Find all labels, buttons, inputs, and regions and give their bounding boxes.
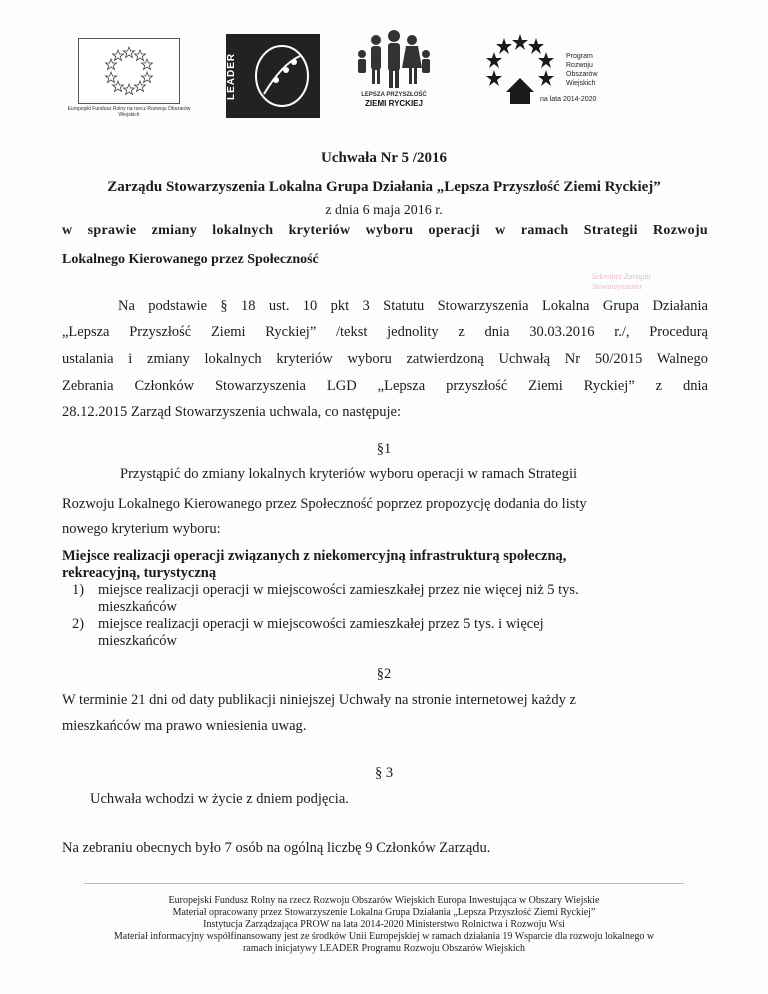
eu-caption: Europejski Fundusz Rolny na rzecz Rozwoju Obszarów Wiejskich xyxy=(67,106,191,118)
section-3-mark: § 3 xyxy=(374,765,394,781)
section-2-line-1: W terminie 21 dni od daty publikacji niniejszej Uchwały na stronie internetowej każdy z xyxy=(62,692,576,708)
option-line-1: miejsce realizacji operacji w miejscowości zamieszkałej przez nie więcej niż 5 tys. xyxy=(98,582,579,598)
attendance-note: Na zebraniu obecnych było 7 osób na ogólną liczbę 9 Członków Zarządu. xyxy=(62,840,491,856)
section-1-line-2: Rozwoju Lokalnego Kierowanego przez Społeczność poprzez propozycję dodania do listy xyxy=(62,496,587,512)
leader-logo xyxy=(226,34,320,118)
section-3-text: Uchwała wchodzi w życie z dniem podjęcia. xyxy=(90,791,349,807)
prow-line: Program xyxy=(566,53,593,60)
option-line-2: mieszkańców xyxy=(98,633,177,649)
prow-years: na lata 2014-2020 xyxy=(540,96,597,103)
criterion-title xyxy=(62,548,702,582)
preamble-line-3: ustalania i zmiany lokalnych kryteriów wyboru zatwierdzoną Uchwałą Nr 50/2015 Walnego xyxy=(62,351,708,367)
preamble-line-2: „Lepsza Przyszłość Ziemi Ryckiej” /tekst jednolity z dnia 30.03.2016 r./, Procedurą xyxy=(62,324,708,340)
footer-line-4: Materiał informacyjny współfinansowany jest ze środków Unii Europejskiej w ramach działania 19 Wsparcie dla rozwoju lokalnego w xyxy=(113,931,655,942)
criterion-title-line-2: rekreacyjną, turystyczną xyxy=(62,565,217,581)
lgd-logo xyxy=(348,28,440,120)
family-icon xyxy=(348,28,440,92)
preamble-line-4: Zebrania Członków Stowarzyszenia LGD „Lepsza przyszłość Ziemi Ryckiej” z dnia xyxy=(62,378,708,394)
leaf-icon xyxy=(226,34,320,118)
subject-line-1: w sprawie zmiany lokalnych kryteriów wyboru operacji w ramach Strategii Rozwoju xyxy=(62,223,708,238)
footer-line-3: Instytucja Zarządzająca PROW na lata 2014-2020 Ministerstwo Rolnictwa i Rozwoju Wsi xyxy=(203,919,565,930)
criterion-option xyxy=(72,582,658,616)
logo-bar xyxy=(0,0,768,130)
section-1-line-3: nowego kryterium wyboru: xyxy=(62,521,221,537)
stamp-line-2: Stowarzyszenia xyxy=(592,282,642,291)
preamble-line-1: Na podstawie § 18 ust. 10 pkt 3 Statutu Stowarzyszenia Lokalna Grupa Działania xyxy=(118,298,708,314)
criterion-title-line-1: Miejsce realizacji operacji związanych z niekomercyjną infrastrukturą społeczną, xyxy=(62,548,567,564)
section-1-line-1: Przystąpić do zmiany lokalnych kryteriów wyboru operacji w ramach Strategii xyxy=(120,466,578,482)
footer-line-5: ramach inicjatywy LEADER Programu Rozwoju Obszarów Wiejskich xyxy=(242,943,526,954)
option-number: 1) xyxy=(72,582,85,598)
option-number: 2) xyxy=(72,616,85,632)
option-line-2: mieszkańców xyxy=(98,599,177,615)
footer-line-2: Materiał opracowany przez Stowarzyszenie Lokalna Grupa Działania „Lepsza Przyszłość Ziemi Ryckiej” xyxy=(172,907,596,918)
eu-stars-icon xyxy=(79,39,179,103)
prow-line: Obszarów xyxy=(566,71,598,78)
footer-line-1: Europejski Fundusz Rolny na rzecz Rozwoju Obszarów Wiejskich Europa Inwestująca w Obszary Wiejskie xyxy=(168,895,600,906)
prow-line: Rozwoju xyxy=(566,62,593,69)
organization-name: Zarządu Stowarzyszenia Lokalna Grupa Działania „Lepsza Przyszłość Ziemi Ryckiej” xyxy=(107,179,661,195)
stamp-line-1: Sekretarz Zarządu xyxy=(592,272,651,281)
eu-flag-logo xyxy=(78,38,180,104)
footer-divider xyxy=(84,883,684,884)
lgd-name-line2: ZIEMI RYCKIEJ xyxy=(365,99,423,108)
section-1-mark: §1 xyxy=(376,441,392,457)
section-2-line-2: mieszkańców ma prawo wniesienia uwag. xyxy=(62,718,307,734)
resolution-title: Uchwała Nr 5 /2016 xyxy=(321,150,447,166)
leader-label: LEADER xyxy=(226,52,237,100)
preamble-line-5: 28.12.2015 Zarząd Stowarzyszenia uchwala, co następuje: xyxy=(62,404,402,420)
criterion-option xyxy=(72,616,658,650)
option-line-1: miejsce realizacji operacji w miejscowości zamieszkałej przez 5 tys. i więcej xyxy=(98,616,544,632)
lgd-name-line1: LEPSZA PRZYSZŁOŚĆ xyxy=(361,92,427,98)
prow-line: Wiejskich xyxy=(566,80,596,87)
prow-text xyxy=(566,52,598,88)
subject-line-2: Lokalnego Kierowanego przez Społeczność xyxy=(62,252,319,267)
resolution-date: z dnia 6 maja 2016 r. xyxy=(325,203,443,218)
section-2-mark: §2 xyxy=(376,666,392,682)
